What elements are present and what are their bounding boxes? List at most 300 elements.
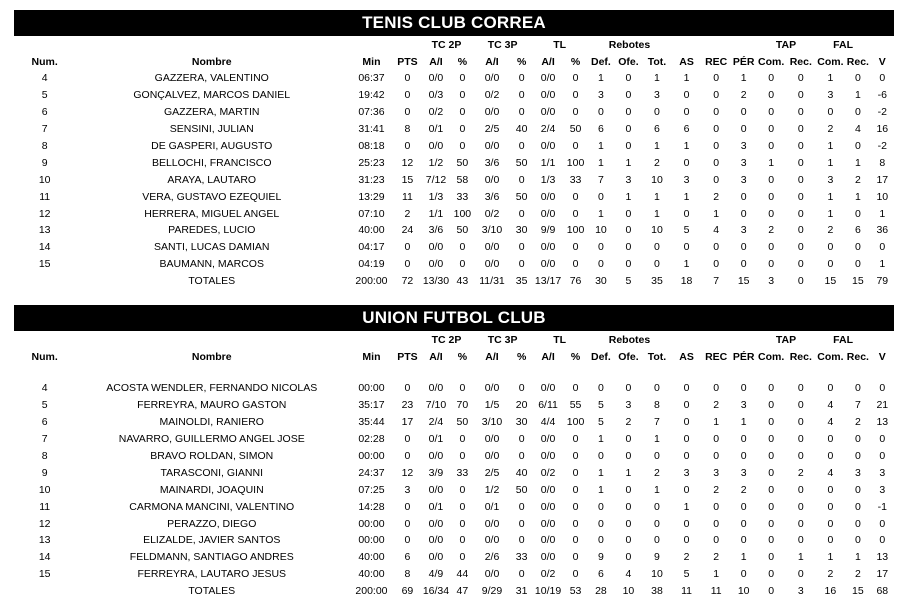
stat-cell: 1 [683, 72, 690, 85]
column-header: % [570, 55, 581, 68]
stat-cell: 0/1 [428, 123, 444, 136]
stat-cell: 00:00 [358, 534, 385, 547]
stat-cell: 1 [654, 207, 660, 220]
stat-cell: 0 [572, 450, 579, 462]
stat-cell: 0 [625, 123, 632, 136]
stat-cell: 0 [518, 258, 525, 271]
stat-cell: 0/1 [428, 433, 444, 446]
stat-cell: 2/4 [540, 123, 556, 136]
stat-cell: 0 [683, 156, 690, 169]
stat-cell: 0 [879, 382, 886, 395]
stat-cell: 30 [515, 224, 528, 237]
player-name: SANTI, LUCAS DAMIAN [153, 241, 270, 254]
stat-cell: 3 [827, 173, 834, 186]
stat-cell: 19:42 [358, 89, 385, 102]
group-header: Rebotes [608, 333, 651, 346]
totals-cell: 11/31 [479, 275, 505, 288]
stat-cell: 0/1 [428, 500, 444, 513]
stat-cell: 0 [827, 450, 834, 462]
stat-cell: 2 [854, 173, 861, 186]
table-row [14, 121, 894, 138]
stat-cell: 4 [625, 568, 632, 581]
stat-cell: 1 [654, 483, 660, 496]
stat-cell: 0 [459, 72, 466, 85]
stat-cell: 36 [876, 224, 889, 237]
stat-cell: 2 [713, 483, 720, 496]
stat-cell: 0/0 [540, 140, 556, 152]
column-header: Min [362, 350, 381, 363]
stat-cell: 0 [572, 72, 579, 85]
stat-cell: 0 [625, 72, 632, 85]
stat-cell: 0 [518, 173, 525, 186]
stat-cell: 0/2 [428, 106, 444, 119]
group-header-empty [731, 36, 756, 53]
stat-cell: 0 [768, 450, 775, 462]
stat-cell: 24 [401, 224, 414, 237]
table-row [14, 256, 894, 273]
totals-cell: 16/34 [422, 585, 450, 598]
stat-cell: 4/9 [428, 568, 444, 581]
stat-cell: 0 [654, 382, 660, 395]
totals-label: TOTALES [188, 585, 236, 598]
stat-cell: 0/0 [540, 433, 556, 446]
stat-cell: 0 [768, 123, 775, 136]
table-row [14, 431, 894, 448]
stat-cell: 2 [625, 416, 632, 429]
stat-cell: 13 [38, 224, 51, 237]
stat-cell: 21 [876, 399, 889, 412]
stat-cell: 0 [797, 382, 804, 395]
stat-cell: 0/0 [540, 207, 556, 220]
table-row [14, 239, 894, 256]
stat-cell: 0/0 [428, 483, 444, 496]
stat-cell: 0 [740, 241, 747, 254]
stat-cell: 0 [572, 106, 579, 119]
stat-cell: 0 [768, 517, 775, 530]
stat-cell: 0 [625, 433, 632, 446]
stat-cell: 0/0 [484, 517, 500, 530]
group-header-empty [672, 331, 702, 348]
stat-cell: 1 [827, 207, 834, 220]
totals-cell: 0 [768, 585, 775, 598]
stat-cell: 0 [797, 190, 804, 203]
stat-cell: 0 [683, 433, 690, 446]
stat-cell: 0 [625, 450, 632, 462]
stat-cell: 1/1 [540, 156, 556, 169]
stat-cell: 0 [404, 89, 411, 102]
stat-cell: 0 [572, 190, 579, 203]
stat-cell: 3 [683, 466, 690, 479]
stat-cell: 23 [401, 399, 414, 412]
stat-cell: 0 [827, 106, 834, 119]
stat-cell: 0 [797, 500, 804, 513]
stat-cell: 10 [595, 224, 607, 237]
stat-cell: 0 [598, 382, 604, 395]
totals-cell [14, 583, 75, 600]
stat-cell: 6 [683, 123, 690, 136]
player-name: ACOSTA WENDLER, FERNANDO NICOLAS [106, 382, 318, 395]
stat-cell: 1/5 [484, 399, 500, 412]
stat-cell: 8 [41, 140, 48, 152]
table-row [14, 515, 894, 532]
stat-cell: 0 [459, 382, 466, 395]
stat-cell: 0 [827, 382, 834, 395]
stat-cell: 3 [683, 173, 690, 186]
stat-cell: 1 [879, 258, 886, 271]
stat-cell: 14 [38, 241, 51, 254]
stat-cell: 50 [456, 416, 469, 429]
stat-cell: 40 [515, 466, 528, 479]
stat-cell: 2 [683, 551, 690, 564]
stat-cell: 0 [768, 500, 775, 513]
stat-cell: 50 [569, 123, 582, 136]
stat-cell: 04:17 [358, 241, 385, 254]
stat-cell: 0 [625, 534, 632, 547]
stat-cell: 1 [625, 156, 632, 169]
column-header: Num. [31, 55, 58, 68]
stat-cell: 0 [854, 241, 861, 254]
stat-cell: 0 [879, 517, 886, 530]
player-name: TARASCONI, GIANNI [160, 466, 263, 479]
column-header: A/I [485, 55, 499, 68]
stat-cell: 0 [797, 106, 804, 119]
stat-cell: 0/0 [540, 106, 556, 119]
column-header: Rec. [789, 350, 812, 363]
stat-cell: 50 [456, 156, 469, 169]
stat-cell: 0 [713, 433, 720, 446]
stat-cell: 3 [625, 173, 632, 186]
stat-cell: 3/10 [481, 224, 503, 237]
stat-cell: 0 [625, 517, 632, 530]
stat-cell: 0 [854, 500, 861, 513]
group-header: TC 2P [431, 38, 462, 51]
group-header: TAP [775, 333, 797, 346]
stat-cell: -6 [877, 89, 887, 102]
column-header: REC [705, 55, 728, 68]
stat-cell: 10 [38, 483, 51, 496]
stat-cell: 2 [827, 224, 834, 237]
stat-cell: 0 [459, 123, 466, 136]
stat-cell: 0/0 [484, 433, 500, 446]
player-name: PERAZZO, DIEGO [167, 517, 257, 530]
stat-cell: 13 [876, 416, 889, 429]
stat-cell: 1 [598, 140, 604, 152]
stat-cell: 0 [768, 72, 775, 85]
stat-cell: 10 [651, 224, 663, 237]
stat-cell: 13 [876, 551, 889, 564]
stat-cell: 5 [598, 416, 604, 429]
stat-cell: 0 [404, 534, 411, 547]
stat-cell: 0 [459, 500, 466, 513]
stat-cell: 0 [625, 551, 632, 564]
stat-cell: 0 [768, 483, 775, 496]
stat-cell: 9 [598, 551, 604, 564]
stat-cell: 100 [566, 156, 585, 169]
stat-cell: 1 [598, 483, 604, 496]
totals-cell: 38 [651, 585, 663, 598]
stat-cell: 0 [572, 241, 579, 254]
player-name: GONÇALVEZ, MARCOS DANIEL [133, 89, 291, 102]
stat-cell: 0 [404, 140, 411, 152]
column-header: Nombre [191, 350, 232, 363]
stat-cell: 35:44 [358, 416, 385, 429]
totals-cell: 3 [797, 585, 804, 598]
stat-cell: 00:00 [358, 382, 385, 395]
stat-cell: 5 [598, 399, 604, 412]
stat-cell: 1 [740, 551, 747, 564]
stat-cell: 0 [854, 483, 861, 496]
stat-cell: 0 [572, 483, 579, 496]
group-header-empty [701, 331, 731, 348]
stat-cell: 1 [598, 207, 604, 220]
stat-cell: 0 [797, 72, 804, 85]
group-header-empty [395, 36, 420, 53]
stat-cell: 0 [768, 382, 775, 395]
stat-cell: 7/10 [425, 399, 447, 412]
stat-cell: 0 [518, 517, 525, 530]
stat-cell: 0 [683, 241, 690, 254]
stat-cell: 0 [572, 140, 579, 152]
stat-cell: 3/6 [484, 156, 500, 169]
stat-cell: 40:00 [358, 568, 385, 581]
stat-cell: 0 [683, 382, 690, 395]
stat-cell: 0 [854, 140, 861, 152]
stat-cell: 0 [713, 382, 720, 395]
stat-cell: 0 [827, 433, 834, 446]
stat-cell: 14 [38, 551, 51, 564]
stat-cell: 0 [598, 106, 604, 119]
stat-cell: 40:00 [358, 224, 385, 237]
stat-cell: 1 [854, 190, 861, 203]
stat-cell: 0 [854, 72, 861, 85]
column-header: V [878, 55, 886, 68]
stat-cell: 0 [572, 89, 579, 102]
totals-cell: 15 [852, 275, 864, 288]
stat-cell: 0/1 [484, 500, 500, 513]
stat-cell: 1 [827, 140, 834, 152]
stat-cell: 100 [566, 224, 585, 237]
stat-cell: 0/0 [428, 450, 444, 462]
stat-cell: 1 [713, 207, 720, 220]
group-header-empty [14, 36, 75, 53]
group-header-empty [348, 331, 395, 348]
stat-cell: 0 [768, 433, 775, 446]
group-header-empty [75, 331, 348, 348]
stat-cell: 0 [713, 534, 720, 547]
stat-cell: 0 [518, 207, 525, 220]
totals-cell: 68 [876, 585, 889, 598]
stat-cell: 2 [713, 399, 720, 412]
stat-cell: 0 [518, 382, 525, 395]
totals-cell: 31 [515, 585, 528, 598]
stat-cell: 1 [683, 140, 690, 152]
stat-cell: 1 [713, 568, 720, 581]
stat-cell: 0 [404, 500, 411, 513]
table-row [14, 154, 894, 171]
column-header-row [14, 348, 894, 365]
stat-cell: 0 [740, 500, 747, 513]
stat-cell: 3 [879, 483, 886, 496]
stat-cell: 0 [797, 140, 804, 152]
column-header: AS [679, 350, 694, 363]
stat-cell: 10 [876, 190, 889, 203]
player-name: ARAYA, LAUTARO [167, 173, 257, 186]
stat-cell: 1 [827, 551, 834, 564]
stat-cell: 2/5 [484, 123, 500, 136]
stat-cell: 0 [797, 89, 804, 102]
totals-cell [14, 273, 75, 290]
stat-cell: 0 [598, 500, 604, 513]
stat-cell: -2 [877, 140, 887, 152]
stat-cell: 0 [518, 140, 525, 152]
player-name: HERRERA, MIGUEL ANGEL [144, 207, 280, 220]
totals-cell: 47 [456, 585, 469, 598]
stat-cell: 33 [515, 551, 528, 564]
group-header-empty [731, 331, 756, 348]
player-name: MAINOLDI, RANIERO [159, 416, 264, 429]
stat-cell: 2 [854, 416, 861, 429]
stat-cell: 0 [459, 517, 466, 530]
stat-cell: 0 [683, 89, 690, 102]
stat-cell: 0 [797, 450, 804, 462]
stat-cell: 1 [598, 156, 604, 169]
stat-cell: 0 [854, 258, 861, 271]
stat-cell: 3 [827, 89, 834, 102]
stat-cell: 1 [854, 551, 861, 564]
table-row [14, 448, 894, 465]
stat-cell: 0 [518, 450, 525, 462]
stat-cell: 0/0 [540, 190, 556, 203]
boxscore-table [14, 36, 894, 290]
stat-cell: 0/0 [428, 551, 444, 564]
stat-cell: 0 [827, 517, 834, 530]
stat-cell: 0 [625, 106, 632, 119]
stat-cell: 0 [797, 156, 804, 169]
stat-cell: 8 [404, 123, 411, 136]
stat-cell: 11 [39, 190, 51, 203]
stat-cell: 3 [625, 399, 632, 412]
stat-cell: 0 [625, 258, 632, 271]
stat-cell: 0 [404, 517, 411, 530]
stat-cell: 0/0 [484, 382, 500, 395]
stat-cell: 1 [598, 466, 604, 479]
totals-cell: 200:00 [355, 585, 388, 598]
stat-cell: 0 [683, 399, 690, 412]
stat-cell: 0 [625, 89, 632, 102]
stat-cell: 0 [572, 207, 579, 220]
column-header: PÉR [732, 350, 755, 363]
stat-cell: 0 [740, 207, 747, 220]
player-name: GAZZERA, VALENTINO [154, 72, 269, 85]
stat-cell: 0 [572, 433, 579, 446]
group-header: TC 3P [487, 333, 518, 346]
stat-cell: 0 [572, 551, 579, 564]
stat-cell: 0 [683, 207, 690, 220]
stat-cell: -1 [877, 500, 887, 513]
stat-cell: 0 [797, 416, 804, 429]
stat-cell: 50 [515, 156, 528, 169]
stat-cell: 2 [768, 224, 775, 237]
stat-cell: 2/5 [484, 466, 500, 479]
stat-cell: 2/6 [484, 551, 500, 564]
stat-cell: 30 [515, 416, 528, 429]
group-header-empty [75, 36, 348, 53]
stat-cell: 15 [38, 568, 51, 581]
player-name: SENSINI, JULIAN [169, 123, 254, 136]
column-header: PTS [397, 350, 418, 363]
stat-cell: 6 [598, 123, 604, 136]
stat-cell: 0 [768, 466, 775, 479]
team-section-union-futbol-club [14, 305, 894, 600]
stat-cell: 0 [459, 450, 466, 462]
group-header-empty [14, 331, 75, 348]
group-header-empty [672, 36, 702, 53]
stat-cell: 0/0 [428, 517, 444, 530]
stat-cell: 0/0 [484, 106, 500, 119]
stat-cell: 0 [827, 534, 834, 547]
totals-cell: 18 [680, 275, 693, 288]
stat-cell: 6 [41, 416, 48, 429]
totals-cell: 30 [595, 275, 607, 288]
stat-cell: 0 [404, 106, 411, 119]
player-name: NAVARRO, GUILLERMO ANGEL JOSE [118, 433, 305, 446]
stat-cell: 0 [654, 517, 660, 530]
spacer-row [14, 365, 894, 380]
stat-cell: 0 [740, 382, 747, 395]
stat-cell: 8 [654, 399, 660, 412]
stat-cell: 1 [654, 190, 660, 203]
stat-cell: 1 [879, 207, 886, 220]
stat-cell: 0 [854, 207, 861, 220]
totals-cell: 10 [622, 585, 635, 598]
totals-cell: 79 [876, 275, 889, 288]
stat-cell: 0 [879, 241, 886, 254]
stat-cell: 3/6 [428, 224, 444, 237]
stat-cell: 0 [654, 534, 660, 547]
stat-cell: 4 [713, 224, 720, 237]
stat-cell: 0 [797, 433, 804, 446]
stat-cell: 0/2 [540, 466, 556, 479]
stat-cell: 0 [797, 399, 804, 412]
stat-cell: 0 [625, 241, 632, 254]
stat-cell: 0 [683, 534, 690, 547]
group-header-empty [348, 36, 395, 53]
stat-cell: 07:36 [358, 106, 385, 119]
player-name: ELIZALDE, JAVIER SANTOS [143, 534, 281, 547]
table-row [14, 205, 894, 222]
stat-cell: 9 [41, 156, 48, 169]
stat-cell: 0/0 [540, 534, 556, 547]
stat-cell: 2 [827, 568, 834, 581]
totals-cell: 13/17 [534, 275, 562, 288]
stat-cell: 0/0 [484, 140, 500, 152]
stat-cell: 0 [572, 568, 579, 581]
stat-cell: 9 [654, 551, 660, 564]
stat-cell: 0 [625, 483, 632, 496]
stat-cell: 0 [518, 568, 525, 581]
stat-cell: 14:28 [358, 500, 385, 513]
stat-cell: 1 [854, 89, 861, 102]
stat-cell: 0 [797, 173, 804, 186]
stat-cell: 0 [768, 534, 775, 547]
stat-cell: 1 [683, 190, 690, 203]
stat-cell: 35:17 [358, 399, 385, 412]
totals-cell: 15 [852, 585, 864, 598]
stat-cell: 0 [713, 106, 720, 119]
stat-cell: 7 [854, 399, 861, 412]
stat-cell: 3 [404, 483, 411, 496]
table-row [14, 188, 894, 205]
